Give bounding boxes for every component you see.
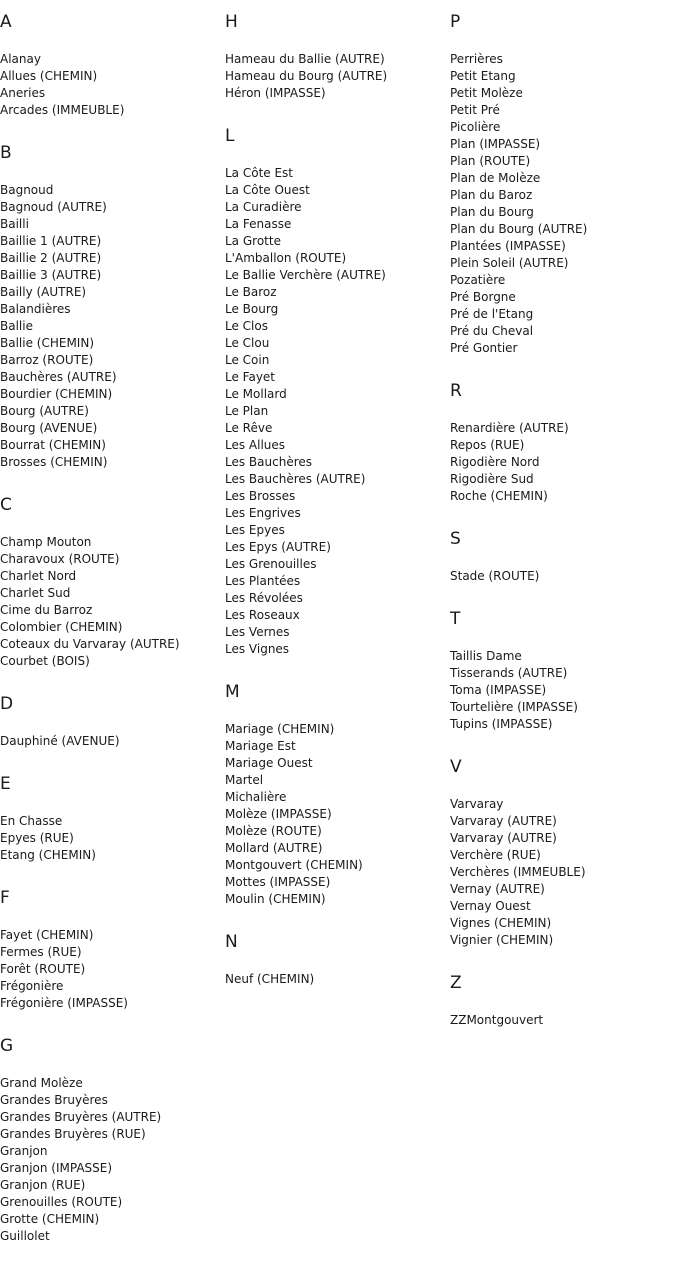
- street-link[interactable]: Rigodière Nord: [450, 455, 540, 469]
- letter-heading: L: [225, 126, 235, 146]
- street-link[interactable]: Petit Molèze: [450, 86, 523, 100]
- street-link[interactable]: Courbet (BOIS): [0, 654, 90, 668]
- street-link[interactable]: Guillolet: [0, 1229, 50, 1243]
- street-link[interactable]: Tupins (IMPASSE): [450, 717, 553, 731]
- street-link[interactable]: Colombier (CHEMIN): [0, 620, 123, 634]
- street-link[interactable]: Grandes Bruyères: [0, 1093, 108, 1107]
- street-link[interactable]: Mollard (AUTRE): [225, 841, 323, 855]
- street-link[interactable]: Dauphiné (AVENUE): [0, 734, 120, 748]
- street-link[interactable]: Vernay (AUTRE): [450, 882, 545, 896]
- street-link[interactable]: ZZMontgouvert: [450, 1013, 544, 1027]
- street-link[interactable]: Michalière: [225, 790, 287, 804]
- street-link[interactable]: Varvaray (AUTRE): [450, 831, 557, 845]
- street-link[interactable]: Rigodière Sud: [450, 472, 534, 486]
- street-link[interactable]: Petit Etang: [450, 69, 516, 83]
- street-link[interactable]: Le Fayet: [225, 370, 276, 384]
- street-link[interactable]: Le Mollard: [225, 387, 287, 401]
- street-link[interactable]: La Fenasse: [225, 217, 292, 231]
- letter-section-l: [225, 125, 450, 658]
- street-link[interactable]: Bagnoud (AUTRE): [0, 200, 107, 214]
- street-link[interactable]: Hameau du Ballie (AUTRE): [225, 52, 385, 66]
- street-link[interactable]: Les Engrives: [225, 506, 301, 520]
- street-link[interactable]: Verchères (IMMEUBLE): [450, 865, 586, 879]
- street-link[interactable]: Renardière (AUTRE): [450, 421, 569, 435]
- letter-section-n: [225, 931, 450, 988]
- street-link[interactable]: Mottes (IMPASSE): [225, 875, 331, 889]
- street-link[interactable]: Le Rêve: [225, 421, 273, 435]
- street-link[interactable]: Varvaray (AUTRE): [450, 814, 557, 828]
- street-link[interactable]: Champ Mouton: [0, 535, 92, 549]
- street-link[interactable]: Perrières: [450, 52, 503, 66]
- street-link[interactable]: Pré Borgne: [450, 290, 516, 304]
- street-link[interactable]: Vernay Ouest: [450, 899, 531, 913]
- street-link[interactable]: Le Bourg: [225, 302, 279, 316]
- street-link[interactable]: Frégonière (IMPASSE): [0, 996, 128, 1010]
- street-link[interactable]: Les Vernes: [225, 625, 290, 639]
- street-link[interactable]: Les Vignes: [225, 642, 290, 656]
- letter-heading: G: [0, 1036, 14, 1056]
- street-link[interactable]: Plantées (IMPASSE): [450, 239, 566, 253]
- street-link[interactable]: Plan du Bourg (AUTRE): [450, 222, 588, 236]
- street-link[interactable]: Molèze (IMPASSE): [225, 807, 332, 821]
- street-link[interactable]: Bailli: [0, 217, 29, 231]
- street-link[interactable]: Aneries: [0, 86, 46, 100]
- street-link[interactable]: Allues (CHEMIN): [0, 69, 98, 83]
- street-link[interactable]: Vignes (CHEMIN): [450, 916, 552, 930]
- street-link[interactable]: Les Epys (AUTRE): [225, 540, 331, 554]
- street-link[interactable]: Bailly (AUTRE): [0, 285, 87, 299]
- letter-section-z: [450, 972, 675, 1029]
- letter-heading: R: [450, 381, 462, 401]
- street-link[interactable]: Alanay: [0, 52, 41, 66]
- letter-section-b: [0, 142, 225, 471]
- street-link[interactable]: Balandières: [0, 302, 71, 316]
- street-link[interactable]: Picolière: [450, 120, 501, 134]
- letter-heading: V: [450, 757, 462, 777]
- street-link[interactable]: Bourg (AVENUE): [0, 421, 98, 435]
- street-link[interactable]: Le Baroz: [225, 285, 277, 299]
- letter-heading: A: [0, 12, 12, 32]
- letter-section-h: [225, 11, 450, 102]
- street-link[interactable]: Cime du Barroz: [0, 603, 93, 617]
- street-link[interactable]: Neuf (CHEMIN): [225, 972, 315, 986]
- street-link[interactable]: Grenouilles (ROUTE): [0, 1195, 123, 1209]
- street-link[interactable]: Mariage Ouest: [225, 756, 313, 770]
- street-link[interactable]: Forêt (ROUTE): [0, 962, 86, 976]
- street-link[interactable]: Bourdier (CHEMIN): [0, 387, 113, 401]
- street-link[interactable]: Repos (RUE): [450, 438, 525, 452]
- street-link[interactable]: Le Coin: [225, 353, 270, 367]
- letter-section-f: [0, 887, 225, 1012]
- letter-heading: C: [0, 495, 12, 515]
- letter-heading: N: [225, 932, 238, 952]
- street-link[interactable]: Grotte (CHEMIN): [0, 1212, 100, 1226]
- street-link[interactable]: L'Amballon (ROUTE): [225, 251, 347, 265]
- street-link[interactable]: Charlet Nord: [0, 569, 77, 583]
- street-link[interactable]: Plan (ROUTE): [450, 154, 531, 168]
- street-link[interactable]: Arcades (IMMEUBLE): [0, 103, 125, 117]
- street-link[interactable]: Verchère (RUE): [450, 848, 541, 862]
- street-link[interactable]: Les Révolées: [225, 591, 303, 605]
- street-link[interactable]: Toma (IMPASSE): [450, 683, 547, 697]
- letter-section-v: [450, 756, 675, 949]
- street-link[interactable]: Etang (CHEMIN): [0, 848, 96, 862]
- street-link[interactable]: La Curadière: [225, 200, 302, 214]
- street-link[interactable]: Mariage (CHEMIN): [225, 722, 335, 736]
- street-link[interactable]: Charavoux (ROUTE): [0, 552, 120, 566]
- street-link[interactable]: Les Allues: [225, 438, 286, 452]
- street-link[interactable]: Epyes (RUE): [0, 831, 74, 845]
- letter-heading: F: [0, 888, 10, 908]
- street-link[interactable]: Frégonière: [0, 979, 64, 993]
- street-link[interactable]: Pré Gontier: [450, 341, 518, 355]
- street-link[interactable]: Granjon: [0, 1144, 48, 1158]
- street-link[interactable]: Vignier (CHEMIN): [450, 933, 554, 947]
- letter-section-p: [450, 11, 675, 357]
- street-link[interactable]: Bagnoud: [0, 183, 54, 197]
- street-link[interactable]: Baillie 3 (AUTRE): [0, 268, 102, 282]
- street-link[interactable]: Les Plantées: [225, 574, 301, 588]
- letter-section-a: [0, 11, 225, 119]
- street-link[interactable]: Le Ballie Verchère (AUTRE): [225, 268, 386, 282]
- street-link[interactable]: Varvaray: [450, 797, 504, 811]
- letter-section-e: [0, 773, 225, 864]
- street-link[interactable]: La Côte Est: [225, 166, 294, 180]
- street-link[interactable]: Ballie (CHEMIN): [0, 336, 95, 350]
- letter-section-c: [0, 494, 225, 670]
- letter-heading: B: [0, 143, 12, 163]
- letter-heading: M: [225, 682, 240, 702]
- street-link[interactable]: Granjon (IMPASSE): [0, 1161, 113, 1175]
- letter-heading: H: [225, 12, 238, 32]
- street-link[interactable]: Barroz (ROUTE): [0, 353, 94, 367]
- street-link[interactable]: Charlet Sud: [0, 586, 71, 600]
- street-link[interactable]: Le Plan: [225, 404, 269, 418]
- street-link[interactable]: Molèze (ROUTE): [225, 824, 322, 838]
- street-link[interactable]: Petit Pré: [450, 103, 500, 117]
- street-link[interactable]: Le Clou: [225, 336, 270, 350]
- street-link[interactable]: Hameau du Bourg (AUTRE): [225, 69, 388, 83]
- street-link[interactable]: Grandes Bruyères (AUTRE): [0, 1110, 162, 1124]
- street-link[interactable]: Tisserands (AUTRE): [450, 666, 568, 680]
- street-link[interactable]: La Côte Ouest: [225, 183, 310, 197]
- street-link[interactable]: Plan (IMPASSE): [450, 137, 541, 151]
- street-link[interactable]: Tourtelière (IMPASSE): [450, 700, 578, 714]
- letter-heading: D: [0, 694, 14, 714]
- street-link[interactable]: Pré du Cheval: [450, 324, 534, 338]
- street-link[interactable]: Montgouvert (CHEMIN): [225, 858, 363, 872]
- street-index-column-3: [450, 11, 675, 1052]
- street-link[interactable]: Les Bauchères (AUTRE): [225, 472, 366, 486]
- letter-heading: S: [450, 529, 461, 549]
- street-link[interactable]: Les Roseaux: [225, 608, 300, 622]
- street-link[interactable]: Plein Soleil (AUTRE): [450, 256, 569, 270]
- letter-section-t: [450, 608, 675, 733]
- street-index-column-1: [0, 11, 225, 1268]
- street-link[interactable]: Roche (CHEMIN): [450, 489, 548, 503]
- street-link[interactable]: En Chasse: [0, 814, 63, 828]
- street-link[interactable]: Plan du Baroz: [450, 188, 533, 202]
- street-link[interactable]: Mariage Est: [225, 739, 296, 753]
- letter-section-r: [450, 380, 675, 505]
- letter-section-s: [450, 528, 675, 585]
- street-link[interactable]: Pré de l'Etang: [450, 307, 534, 321]
- street-link[interactable]: Moulin (CHEMIN): [225, 892, 326, 906]
- street-link[interactable]: Grandes Bruyères (RUE): [0, 1127, 146, 1141]
- street-index-column-2: [225, 11, 450, 1011]
- street-link[interactable]: Bourg (AUTRE): [0, 404, 89, 418]
- street-link[interactable]: Baillie 1 (AUTRE): [0, 234, 102, 248]
- street-link[interactable]: Fermes (RUE): [0, 945, 82, 959]
- street-link[interactable]: Ballie: [0, 319, 33, 333]
- letter-section-m: [225, 681, 450, 908]
- street-link[interactable]: Les Bauchères: [225, 455, 313, 469]
- letter-heading: Z: [450, 973, 462, 993]
- street-link[interactable]: Coteaux du Varvaray (AUTRE): [0, 637, 180, 651]
- letter-heading: P: [450, 12, 461, 32]
- letter-heading: E: [0, 774, 11, 794]
- street-link[interactable]: Baillie 2 (AUTRE): [0, 251, 102, 265]
- street-link[interactable]: Plan de Molèze: [450, 171, 541, 185]
- street-link[interactable]: Stade (ROUTE): [450, 569, 540, 583]
- street-link[interactable]: Taillis Dame: [450, 649, 522, 663]
- letter-heading: T: [450, 609, 461, 629]
- street-link[interactable]: Brosses (CHEMIN): [0, 455, 108, 469]
- street-link[interactable]: Granjon (RUE): [0, 1178, 86, 1192]
- street-link[interactable]: La Grotte: [225, 234, 281, 248]
- street-link[interactable]: Le Clos: [225, 319, 268, 333]
- letter-section-g: [0, 1035, 225, 1245]
- street-link[interactable]: Pozatière: [450, 273, 506, 287]
- street-link[interactable]: Héron (IMPASSE): [225, 86, 326, 100]
- letter-section-d: [0, 693, 225, 750]
- street-link[interactable]: Les Epyes: [225, 523, 285, 537]
- street-link[interactable]: Martel: [225, 773, 264, 787]
- street-link[interactable]: Bourrat (CHEMIN): [0, 438, 106, 452]
- street-link[interactable]: Bauchères (AUTRE): [0, 370, 117, 384]
- street-link[interactable]: Fayet (CHEMIN): [0, 928, 94, 942]
- street-link[interactable]: Plan du Bourg: [450, 205, 534, 219]
- street-link[interactable]: Les Brosses: [225, 489, 296, 503]
- street-link[interactable]: Grand Molèze: [0, 1076, 83, 1090]
- street-link[interactable]: Les Grenouilles: [225, 557, 317, 571]
